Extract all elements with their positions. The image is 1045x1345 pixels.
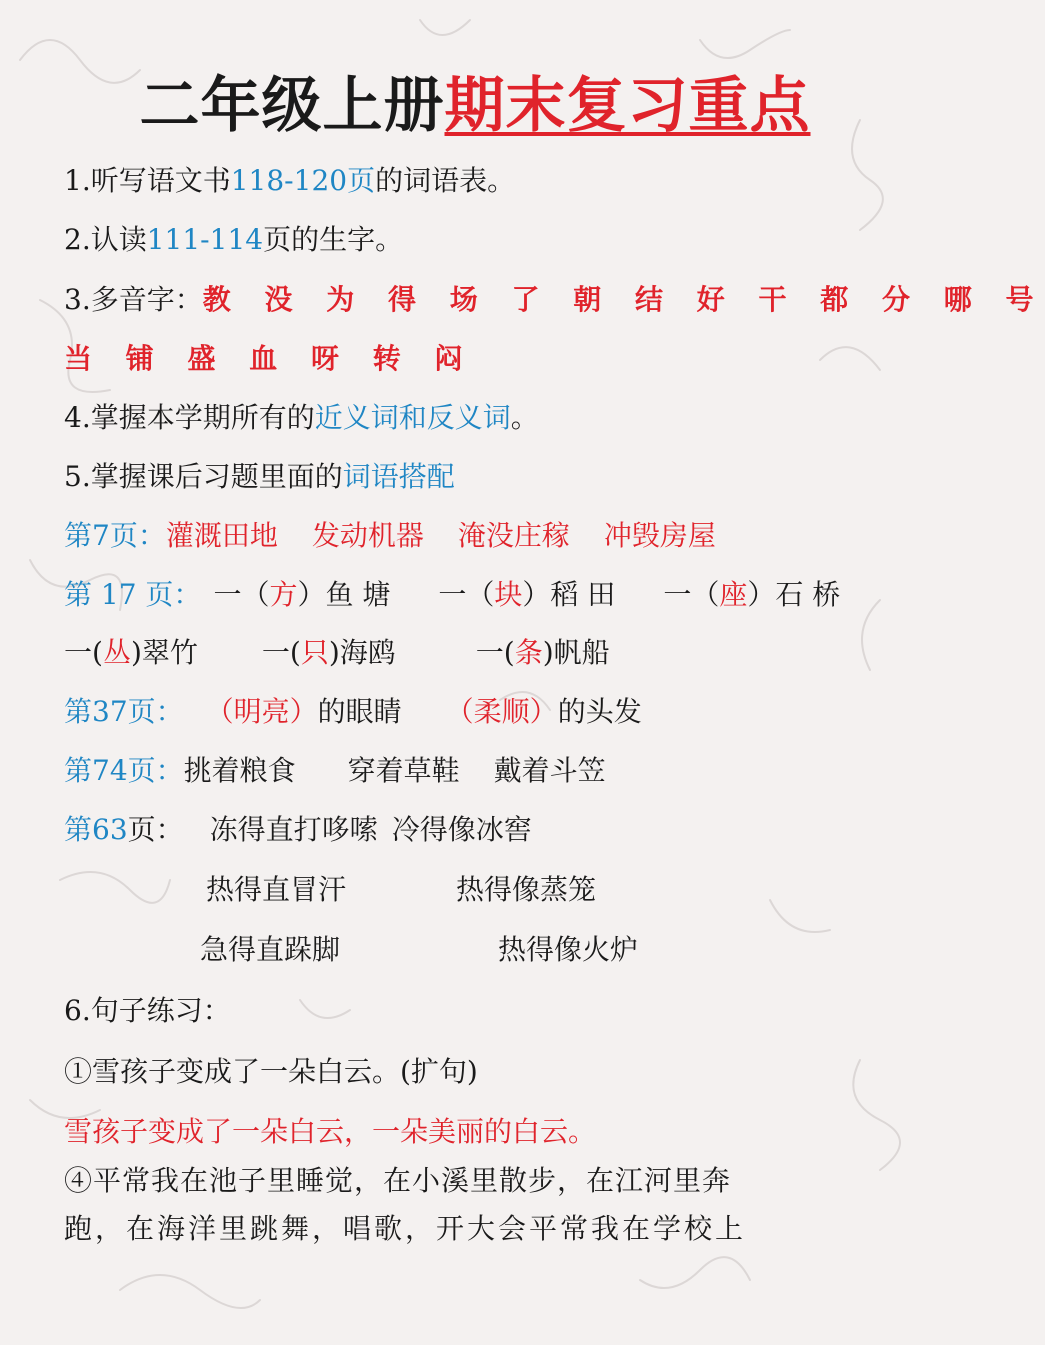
page-74-word: 戴着斗笠 [493,754,606,787]
item-3-cont [64,341,475,377]
measure-word-noun: )帆船 [542,636,610,669]
page-74-row [64,753,606,789]
item-2 [64,222,403,258]
measure-word-prefix: 一（ [663,578,720,611]
measure-word-noun: )翠竹 [130,636,198,669]
polyphonic-chars-line-1: 教 没 为 得 场 了 朝 结 好 干 都 分 哪 号 [202,283,1045,316]
measure-word-noun: ）鱼 塘 [297,578,391,611]
item-1-text: 1.听写语文书 [64,164,231,197]
item-4 [64,400,539,436]
page-63-word: 热得直冒汗 [206,873,347,906]
sentence-1-text: ①雪孩子变成了一朵白云。(扩句) [64,1055,478,1088]
item-3 [64,282,1045,318]
page-63-word: 热得像火炉 [498,933,639,966]
page-37-label: 第37页： [64,695,184,728]
sentence-1-question [64,1054,478,1090]
sentence-4-line-2 [64,1211,746,1247]
measure-word: 丛 [102,636,131,669]
measure-word: 块 [494,578,523,611]
page-17-row-1 [64,577,840,613]
sentence-4-text: 跑，在海洋里跳舞，唱歌，开大会平常我在学校上 [64,1212,747,1245]
measure-word-noun: )海鸥 [328,636,396,669]
sentence-1-answer [64,1114,596,1150]
item-1-pages: 118-120页 [230,164,376,197]
title-highlight: 期末复习重点 [444,71,811,141]
page-74-word: 穿着草鞋 [347,754,460,787]
page-7-word: 冲毁房屋 [603,519,716,552]
sentence-4-line-1 [64,1163,731,1199]
adjective-noun: 的头发 [557,695,642,728]
page-17-label: 第 17 页： [64,578,202,611]
item-3-label: 3.多音字： [64,283,203,316]
item-2-text-end: 页的生字。 [263,223,404,256]
item-1 [64,163,515,199]
measure-word-prefix: 一( [64,636,103,669]
title-black: 二年级上册 [139,71,445,141]
page-63-row-2 [206,872,596,908]
item-5-highlight: 词语搭配 [342,460,455,493]
adjective-noun: 的眼睛 [317,695,402,728]
item-6-label: 6.句子练习： [64,994,231,1027]
sentence-4-text: ④平常我在池子里睡觉，在小溪里散步，在江河里奔 [64,1164,732,1197]
page-7-word: 发动机器 [311,519,424,552]
page-17-row-2 [64,635,610,671]
measure-word-prefix: 一（ [438,578,495,611]
page-7-word: 淹没庄稼 [457,519,570,552]
item-2-pages: 111-114 [146,223,264,256]
page-63-label-suffix: 页： [127,813,184,846]
item-4-text: 4.掌握本学期所有的 [64,401,315,434]
page-63-word: 冷得像冰窖 [391,813,532,846]
item-6 [64,993,231,1029]
page-63-row-1 [64,812,532,848]
page-63-word: 急得直跺脚 [200,933,341,966]
sentence-1-answer-text: 雪孩子变成了一朵白云，一朵美丽的白云。 [64,1115,597,1148]
item-2-text: 2.认读 [64,223,147,256]
item-4-end: 。 [510,401,539,434]
page-7-word: 灌溉田地 [165,519,278,552]
polyphonic-chars-line-2: 当 铺 盛 血 呀 转 闷 [64,342,475,375]
page-63-word: 热得像蒸笼 [456,873,597,906]
measure-word-noun: ）石 桥 [747,578,841,611]
page-37-row [64,694,642,730]
measure-word-prefix: 一（ [213,578,270,611]
page-74-word: 挑着粮食 [183,754,296,787]
measure-word: 条 [514,636,543,669]
page-63-row-3 [200,932,638,968]
measure-word-prefix: 一( [261,636,301,669]
measure-word: 方 [269,578,298,611]
measure-word-prefix: 一( [475,636,515,669]
page-63-word: 冻得直打哆嗦 [209,813,378,846]
page-7-row [64,518,716,554]
item-1-text-end: 的词语表。 [375,164,516,197]
measure-word-noun: ）稻 田 [522,578,616,611]
page-7-label: 第7页： [64,519,166,552]
adjective: （明亮） [205,695,318,728]
measure-word: 只 [300,636,329,669]
measure-word: 座 [719,578,748,611]
page-63-label-number: 63 [92,813,128,846]
item-4-highlight: 近义词和反义词 [314,401,511,434]
page-74-label: 第74页： [64,754,184,787]
page-63-label-prefix: 第 [64,813,93,846]
item-5-text: 5.掌握课后习题里面的 [64,460,343,493]
page-title [0,68,950,144]
item-5 [64,459,455,495]
adjective: （柔顺） [445,695,558,728]
